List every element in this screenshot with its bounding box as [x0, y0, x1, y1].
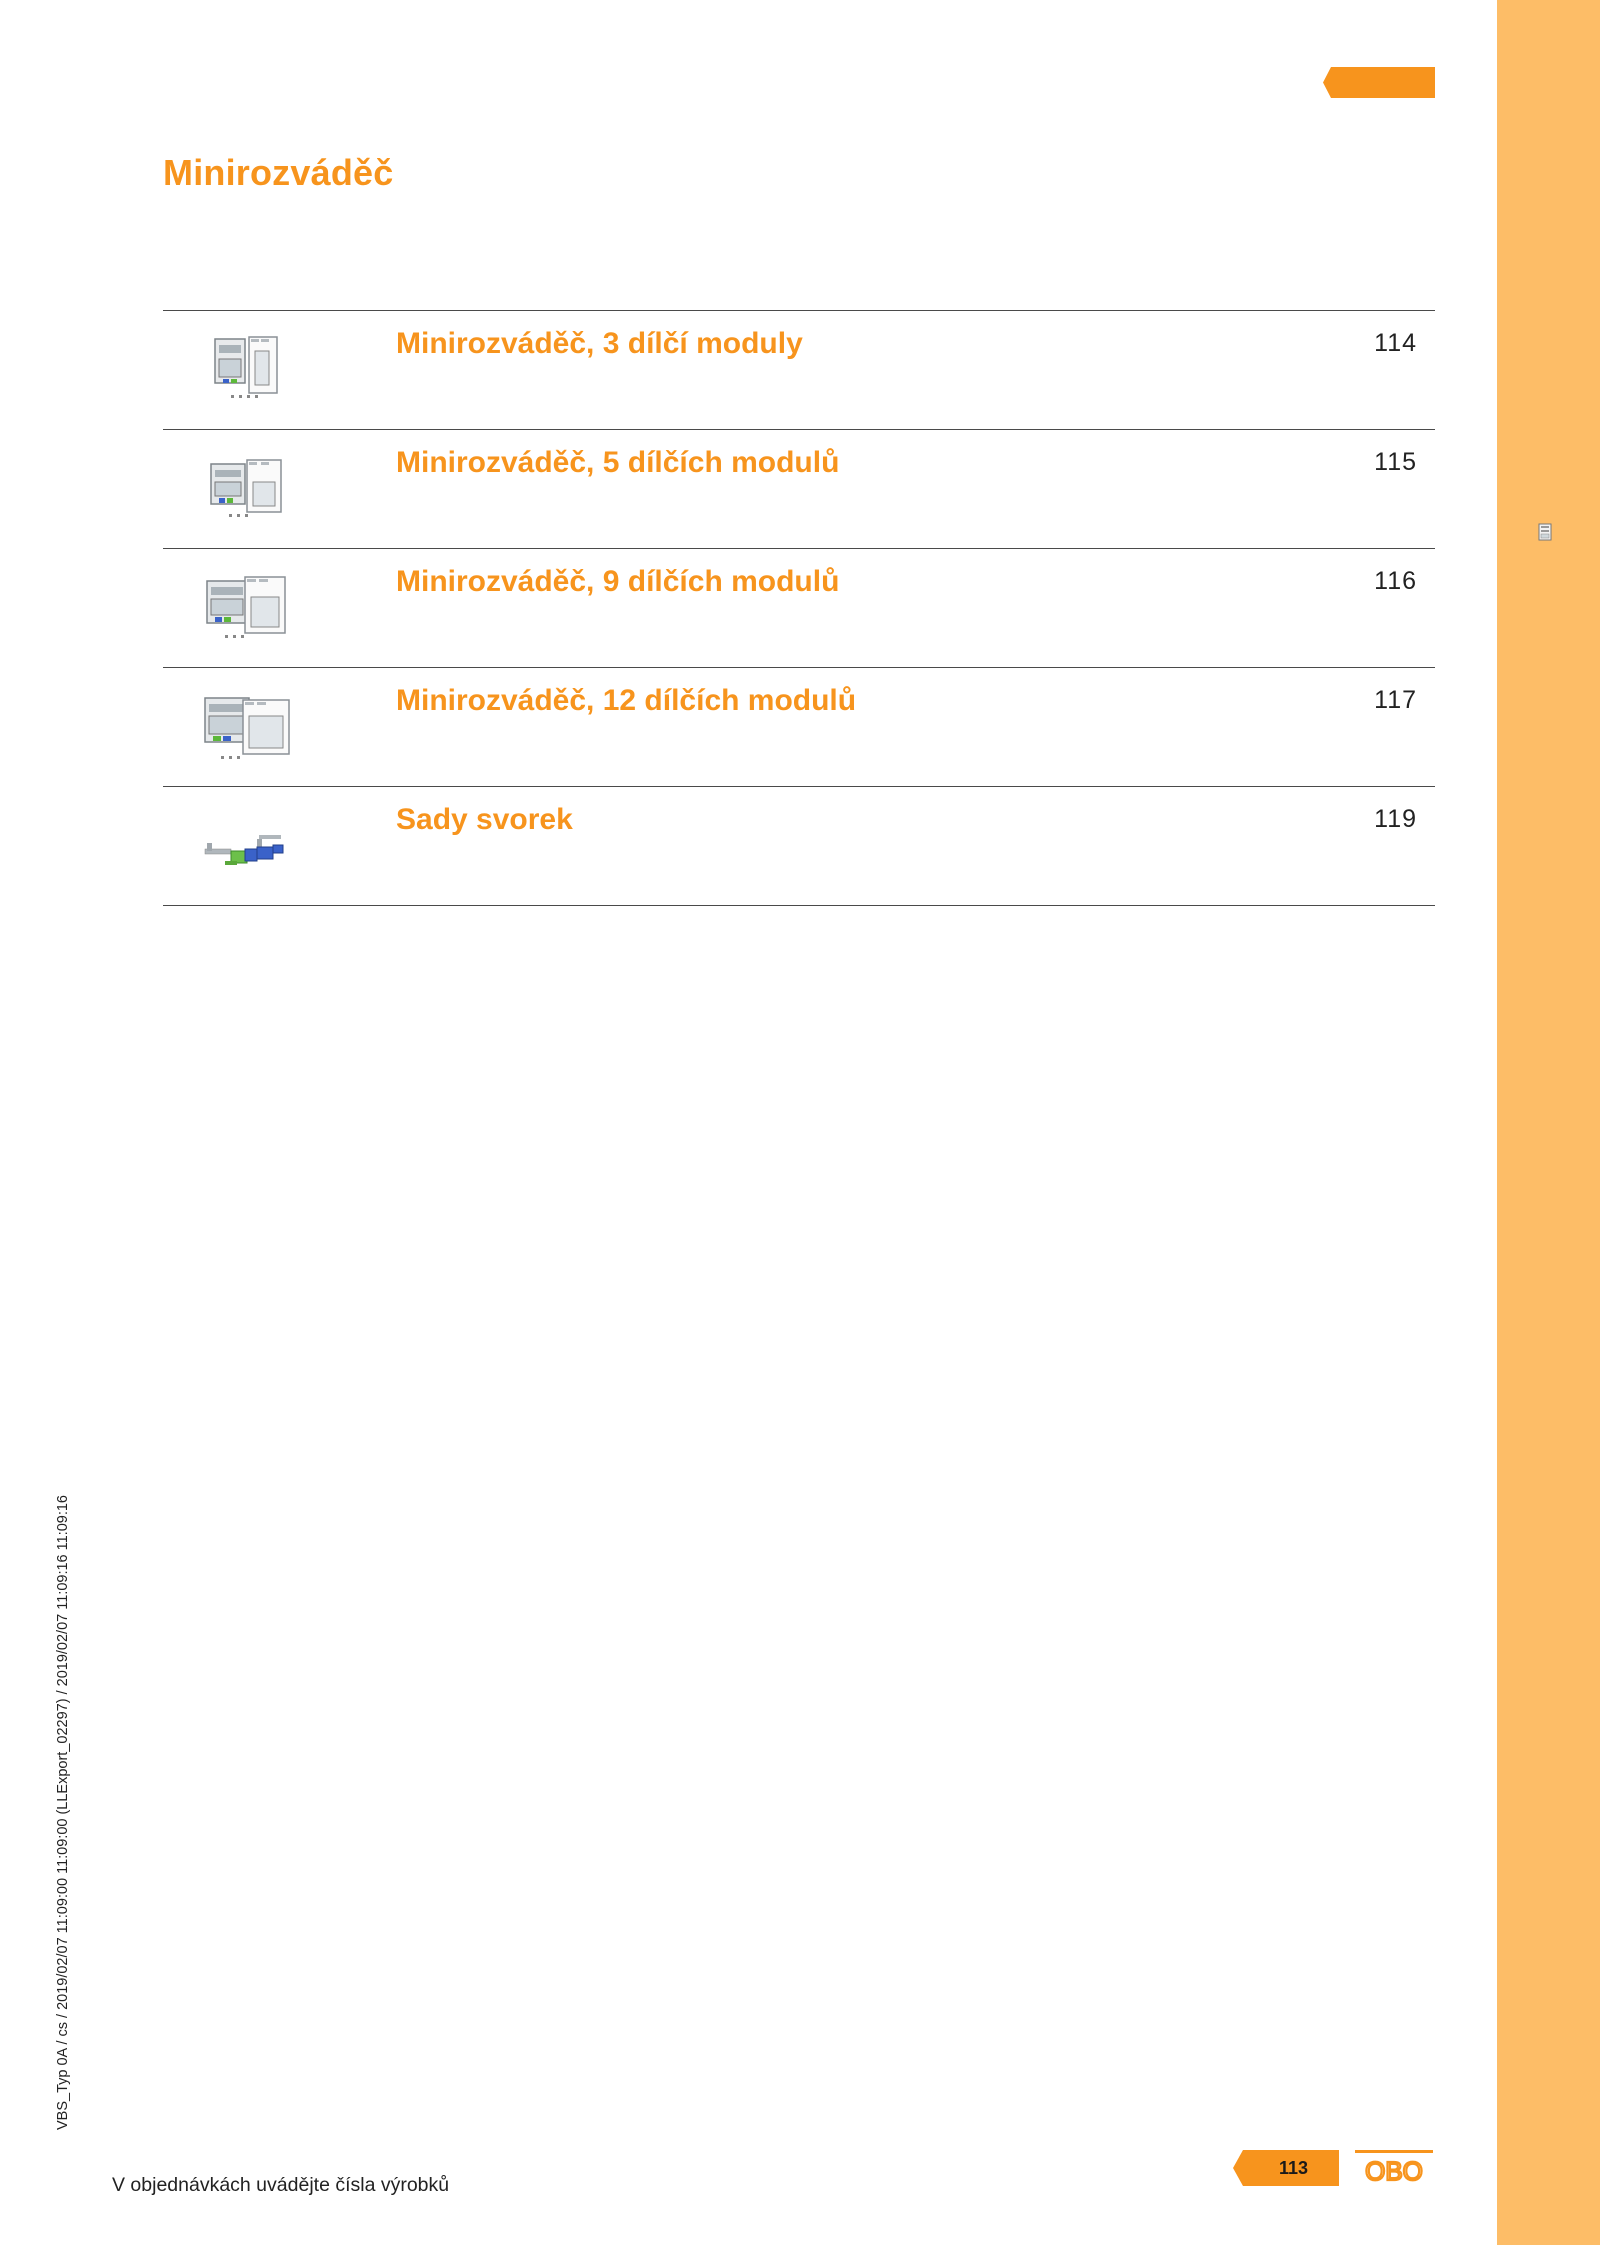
toc-title[interactable]: Minirozváděč, 12 dílčích modulů [396, 684, 857, 717]
page-title: Minirozváděč [163, 152, 394, 193]
panel-3-icon [201, 329, 297, 409]
toc-title[interactable]: Minirozváděč, 9 dílčích modulů [396, 565, 840, 598]
toc-title[interactable]: Minirozváděč, 5 dílčích modulů [396, 446, 840, 479]
logo-text: OBO [1365, 2156, 1423, 2184]
table-of-contents [163, 310, 1435, 906]
obo-logo [1355, 2148, 1433, 2184]
toc-page-number[interactable]: 114 [1374, 329, 1417, 357]
toc-title[interactable]: Sady svorek [396, 803, 573, 836]
panel-12-icon [201, 686, 297, 766]
footer-note: V objednávkách uvádějte čísla výrobků [112, 2174, 450, 2196]
toc-title[interactable]: Minirozváděč, 3 dílčí moduly [396, 327, 803, 360]
toc-page-number[interactable]: 119 [1374, 805, 1417, 833]
page-number: 113 [1278, 2158, 1309, 2178]
chapter-marker-tab [1323, 67, 1435, 98]
panel-5-icon [201, 448, 297, 528]
toc-page-number[interactable]: 117 [1374, 686, 1417, 714]
panel-9-icon [201, 567, 297, 647]
distribution-box-icon [1537, 521, 1555, 543]
toc-row[interactable] [163, 549, 1435, 668]
toc-row[interactable] [163, 430, 1435, 549]
terminal-set-icon [201, 805, 297, 885]
toc-page-number[interactable]: 115 [1374, 448, 1417, 476]
toc-row[interactable] [163, 668, 1435, 787]
toc-row[interactable] [163, 311, 1435, 430]
toc-page-number[interactable]: 116 [1374, 567, 1417, 595]
toc-row[interactable] [163, 787, 1435, 906]
document-metadata: VBS_Typ 0A / cs / 2019/02/07 11:09:00 11:09:00 (LLExport_02297) / 2019/02/07 11:09:16 11:09:16 [55, 1495, 71, 2130]
side-color-strip [1497, 0, 1600, 2245]
